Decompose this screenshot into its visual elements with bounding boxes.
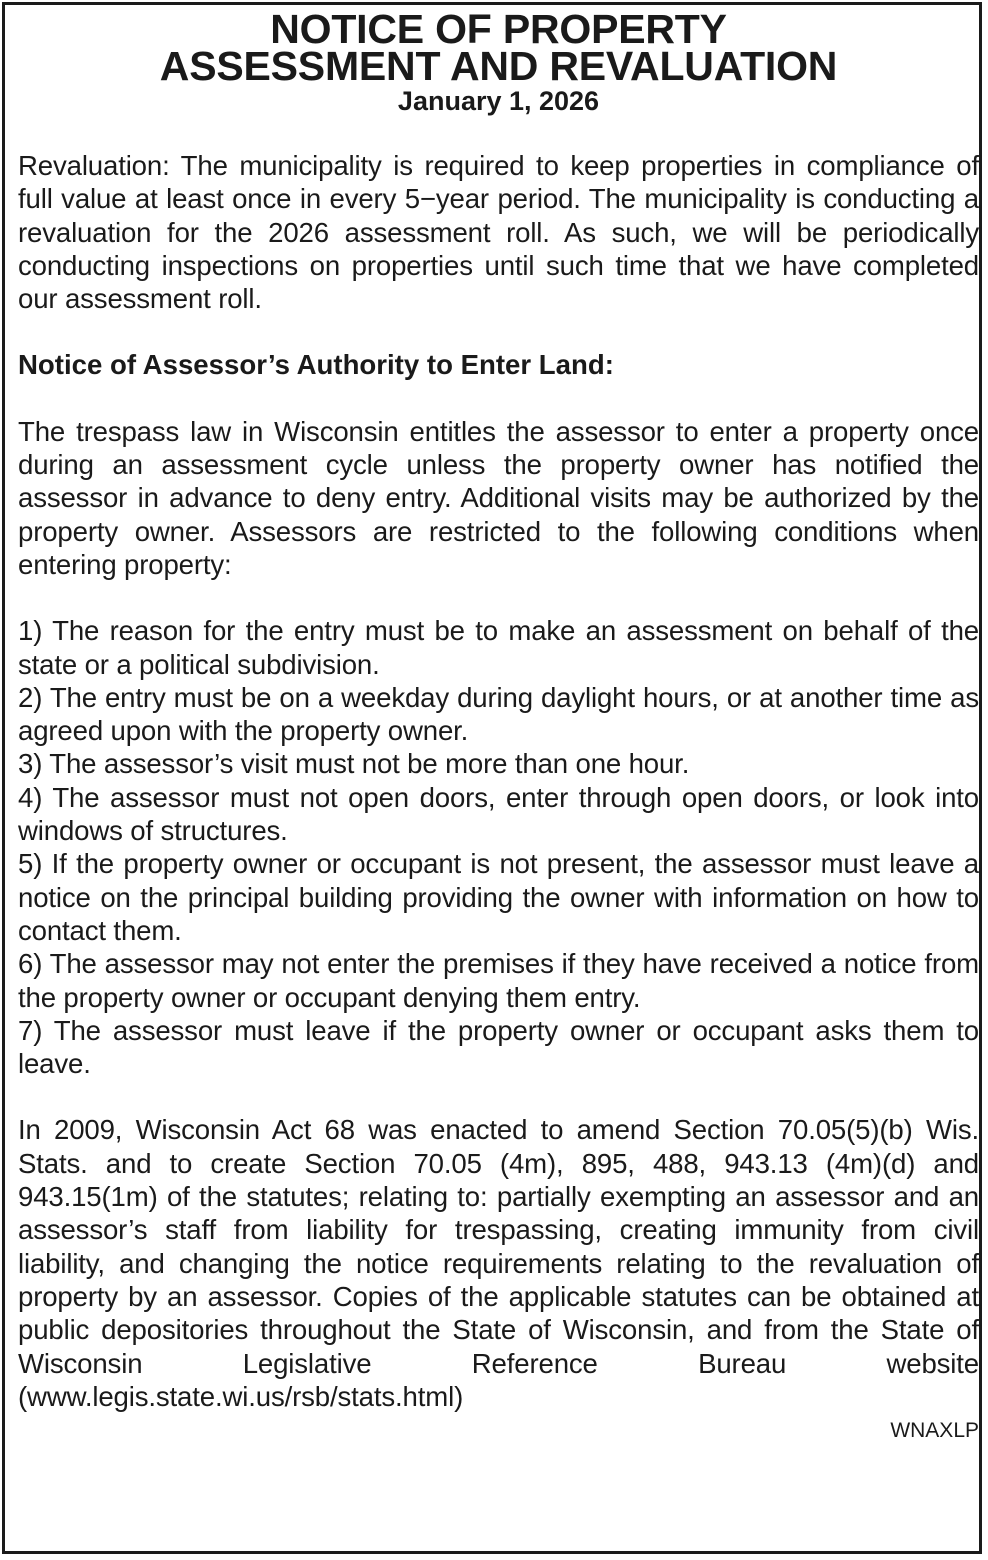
act-paragraph: In 2009, Wisconsin Act 68 was enacted to amend Section 70.05(5)(b) Wis. Stats. and to create Section 70.05 (4m), 895, 488, 943.13 (4m)(d) and 943.15(1m) of the statutes; relating to: partially exempting an assessor and an assessor’s staff from liability for trespassing, creating immunity from civil liability, and changing the notice requirements relating to the revaluation of property by an assessor. Copies of the applicable statutes can be obtained at public depositories throughout the State of Wisconsin, and from the State of Wisconsin Legislative Reference Bureau website (www.legis.state.wi.us/rsb/stats.html) — [18, 1114, 979, 1412]
notice-body — [18, 6, 979, 1445]
conditions-list — [18, 614, 979, 1080]
condition-item: 7) The assessor must leave if the property owner or occupant asks them to leave. — [18, 1014, 979, 1080]
condition-item: 4) The assessor must not open doors, enter through open doors, or look into windows of structures. — [18, 781, 979, 847]
condition-item: 5) If the property owner or occupant is not present, the assessor must leave a notice on the principal building providing the owner with information on how to contact them. — [18, 848, 979, 946]
revaluation-paragraph: Revaluation: The municipality is required to keep properties in compliance of full value at least once in every 5−year period. The municipality is conducting a revaluation for the 2026 assessment roll. As such, we will be periodically conducting inspections on properties until such time that we have completed our assessment roll. — [18, 150, 979, 315]
condition-item: 3) The assessor’s visit must not be more than one hour. — [18, 748, 690, 780]
authority-heading: Notice of Assessor’s Authority to Enter Land: — [18, 349, 614, 381]
notice-title-line1: NOTICE OF PROPERTY — [270, 6, 727, 52]
notice-title-line2: ASSESSMENT AND REVALUATION — [159, 43, 838, 89]
condition-item: 1) The reason for the entry must be to make an assessment on behalf of the state or a political subdivision. — [18, 615, 979, 680]
notice-date: January 1, 2026 — [397, 86, 600, 116]
notice-frame — [2, 2, 982, 1554]
condition-item: 2) The entry must be on a weekday during daylight hours, or at another time as agreed upon with the property owner. — [18, 681, 979, 747]
condition-item: 6) The assessor may not enter the premises if they have received a notice from the property owner or occupant denying them entry. — [18, 948, 979, 1013]
trespass-paragraph: The trespass law in Wisconsin entitles the assessor to enter a property once during an assessment cycle unless the property owner has notified the assessor in advance to deny entry. Additional visits may be authorized by the property owner. Assessors are restricted to the following conditions when entering property: — [18, 415, 979, 580]
ad-code: WNAXLP — [890, 1419, 979, 1443]
